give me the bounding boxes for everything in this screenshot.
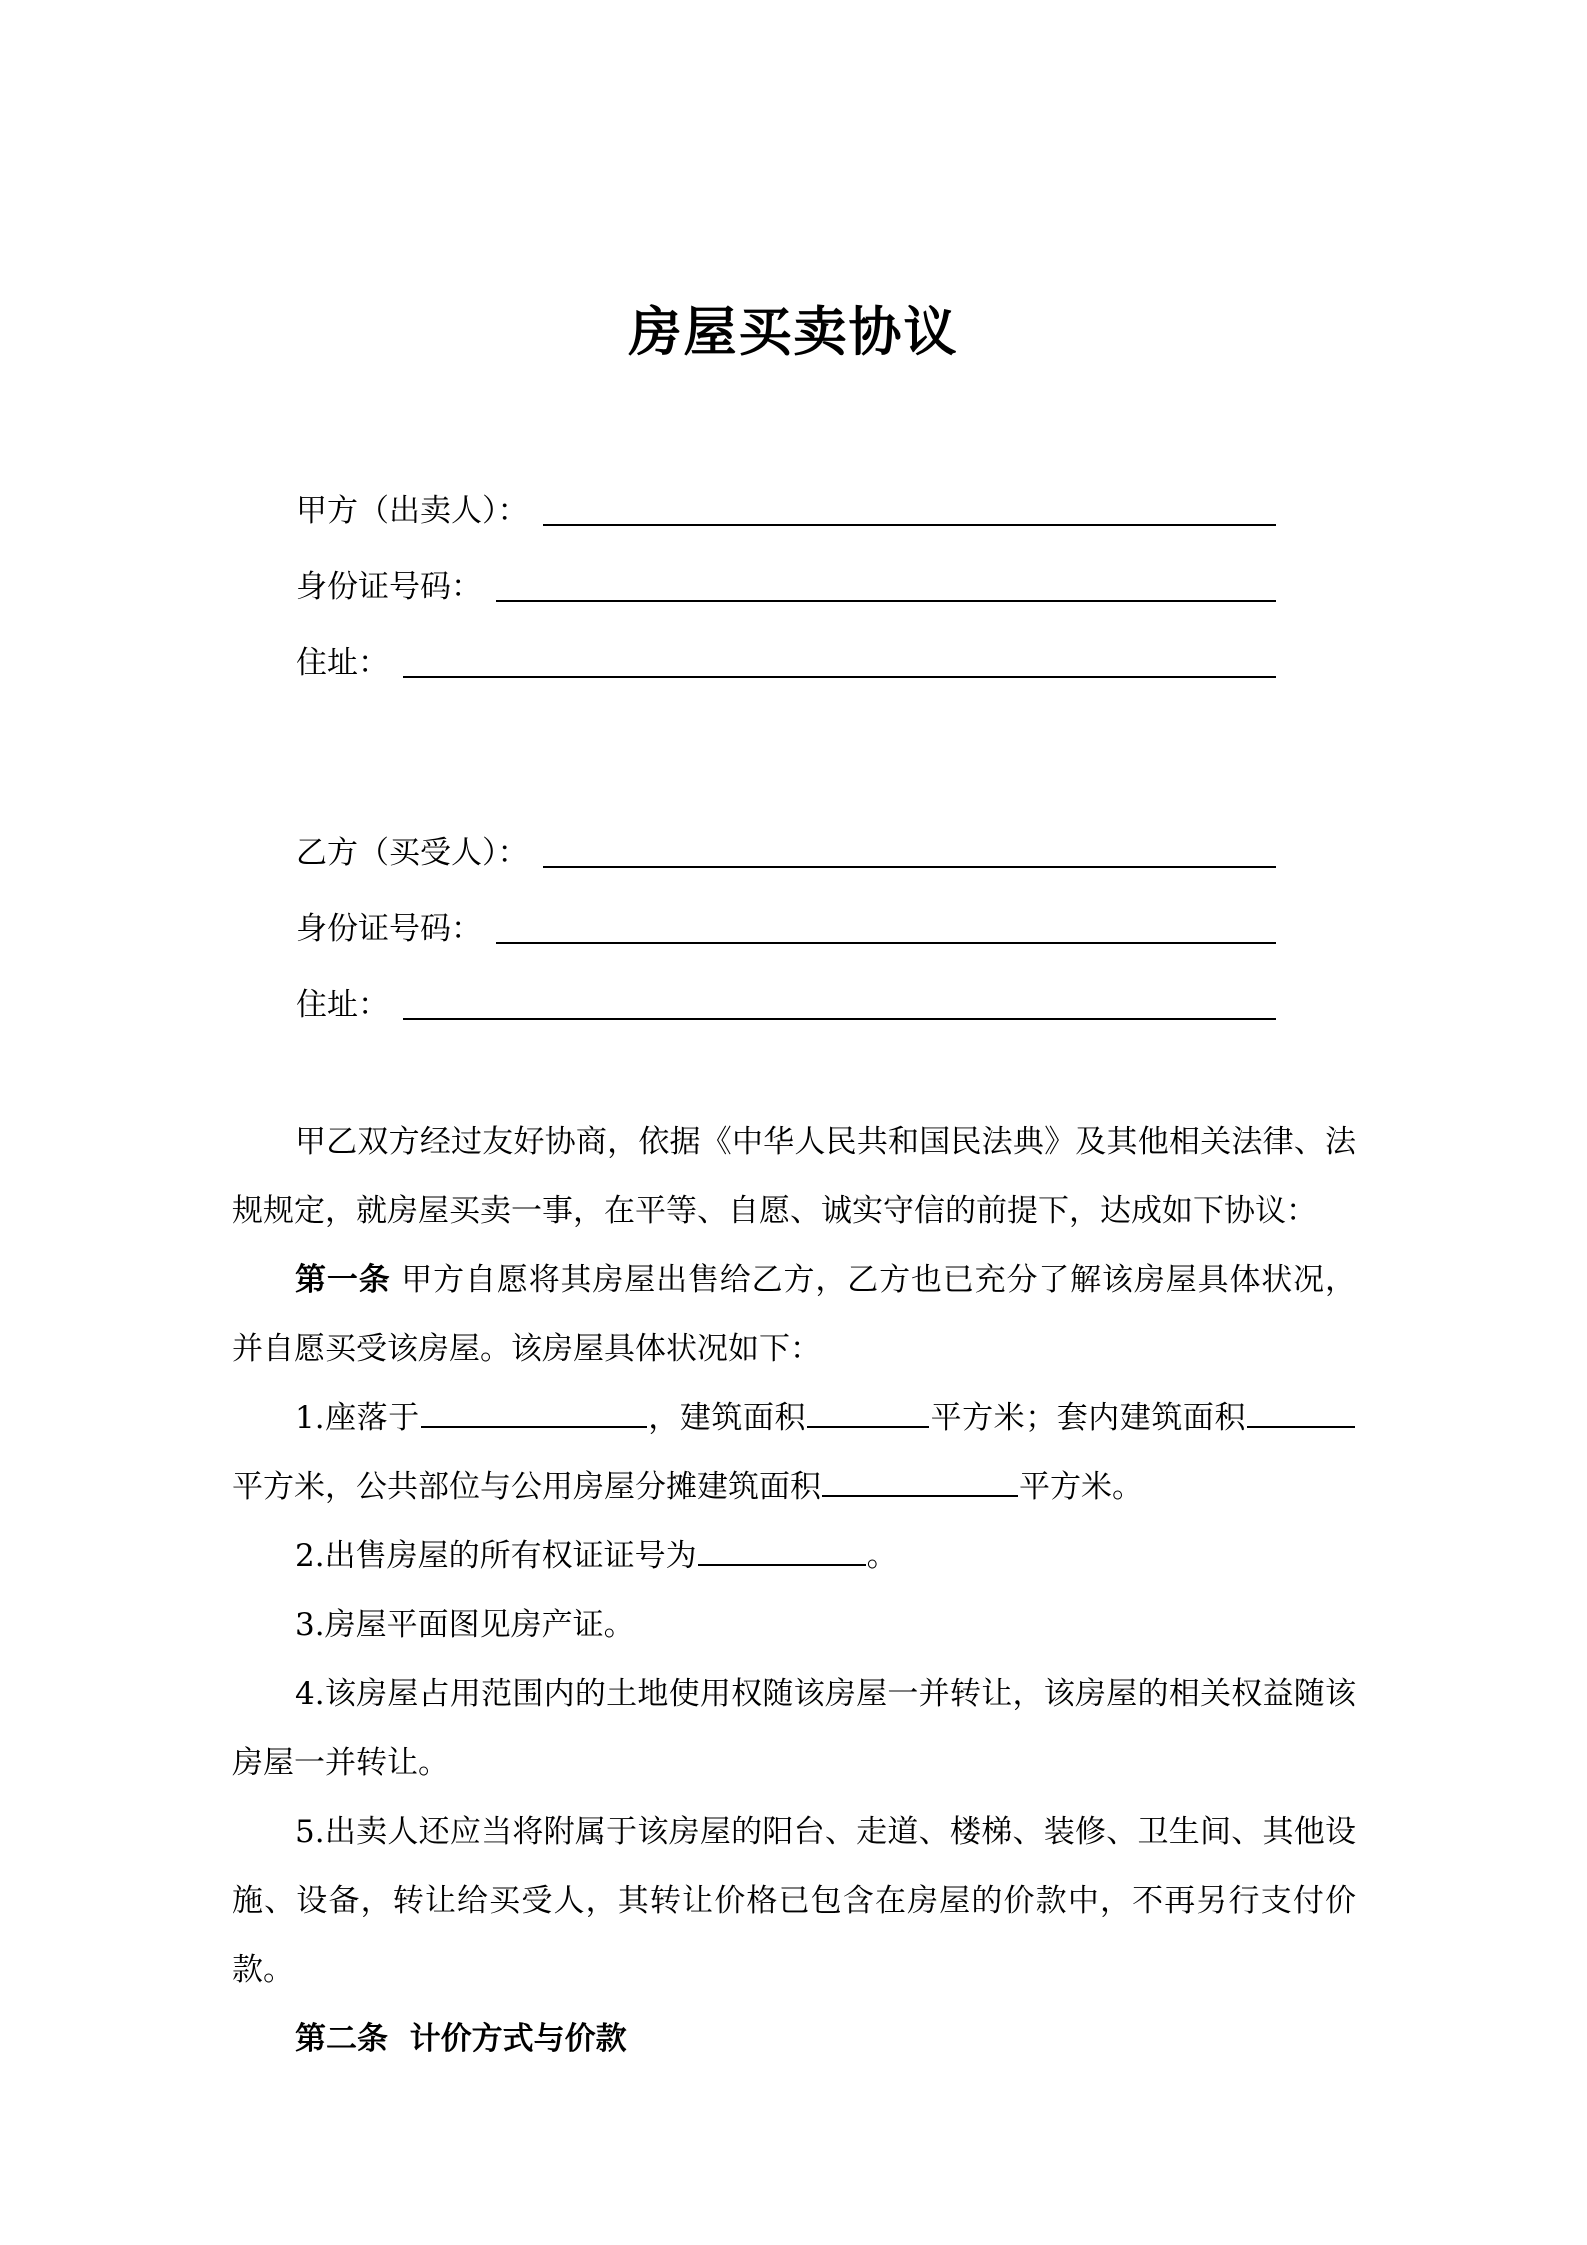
party-a-name-input-line[interactable] [543,523,1277,526]
item-1-shared-area-blank[interactable] [822,1464,1018,1497]
party-a-id-input-line[interactable] [496,599,1276,602]
article-1-item-3: 3.房屋平面图见房产证。 [295,1607,635,1643]
party-b-name-row [296,800,1276,876]
party-b-id-label: 身份证号码： [296,910,482,947]
party-b-id-input-line[interactable] [496,941,1276,944]
article-2-title: 计价方式与价款 [409,2021,627,2057]
party-b-section [296,800,1276,1028]
party-b-id-row [296,876,1276,952]
party-b-address-input-line[interactable] [403,1017,1276,1020]
item-1-location-blank[interactable] [421,1395,647,1428]
party-a-name-row [296,458,1276,534]
party-a-name-label: 甲方（出卖人）： [296,492,529,529]
item-2-suffix: 。 [866,1538,898,1574]
article-1-item-5: 5.出卖人还应当将附属于该房屋的阳台、走道、楼梯、装修、卫生间、其他设施、设备，转让给买受人，其转让价格已包含在房屋的价款中，不再另行支付价款。 [232,1814,1356,1988]
party-b-name-input-line[interactable] [543,865,1277,868]
item-1-mid3: 平方米，公共部位与公用房屋分摊建筑面积 [232,1469,821,1505]
party-a-id-label: 身份证号码： [296,568,482,605]
item-1-building-area-blank[interactable] [807,1395,929,1428]
party-a-id-row [296,534,1276,610]
party-b-address-row [296,952,1276,1028]
party-a-address-label: 住址： [296,644,389,681]
party-a-address-row [296,610,1276,686]
article-1-item-2 [232,1522,1356,1591]
item-1-inner-area-blank[interactable] [1247,1395,1355,1428]
item-1-mid1: ，建筑面积 [647,1400,807,1436]
article-1-item-1 [232,1384,1356,1522]
contract-body [232,1108,1356,2074]
party-a-address-input-line[interactable] [403,675,1276,678]
article-1-label: 第一条 [295,1262,391,1298]
party-b-address-label: 住址： [296,986,389,1023]
preamble-paragraph: 甲乙双方经过友好协商，依据《中华人民共和国民法典》及其他相关法律、法规规定，就房屋买卖一事，在平等、自愿、诚实守信的前提下，达成如下协议： [232,1124,1356,1229]
item-2-certificate-number-blank[interactable] [698,1533,866,1566]
article-2-heading [232,2005,1356,2074]
article-2-label: 第二条 [295,2021,388,2057]
article-1-text: 甲方自愿将其房屋出售给乙方，乙方也已充分了解该房屋具体状况，并自愿买受该房屋。该房屋具体状况如下： [232,1262,1357,1367]
item-1-mid2: 平方米；套内建筑面积 [930,1400,1247,1436]
item-1-suffix: 平方米。 [1019,1469,1143,1505]
item-2-prefix: 2.出售房屋的所有权证证号为 [295,1538,697,1574]
party-a-section [296,458,1276,686]
article-1-paragraph [232,1246,1356,1384]
article-1-item-4: 4.该房屋占用范围内的土地使用权随该房屋一并转让，该房屋的相关权益随该房屋一并转让。 [232,1676,1356,1781]
page-title: 房屋买卖协议 [628,301,959,363]
party-b-name-label: 乙方（买受人）： [296,834,529,871]
item-1-prefix: 1.座落于 [295,1400,420,1436]
